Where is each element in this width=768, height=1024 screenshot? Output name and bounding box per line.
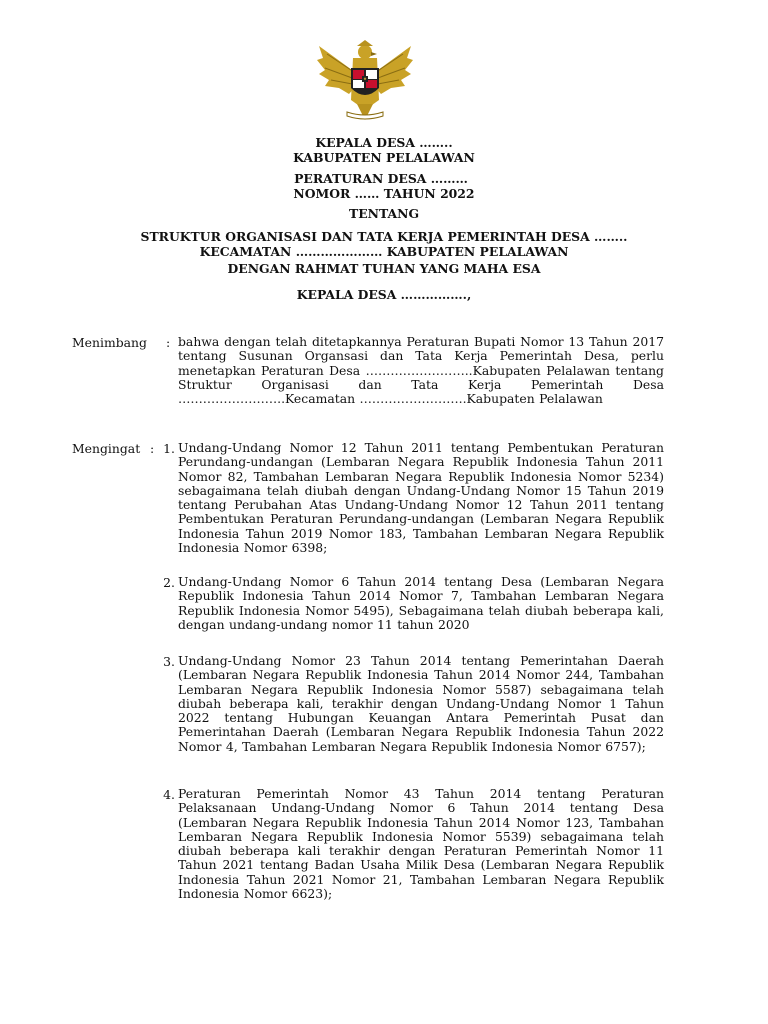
menimbang-colon: : [166,335,171,350]
list-item: Undang-Undang Nomor 12 Tahun 2011 tentang Pembentukan Peraturan Perundang-undangan (Lembaran Negara Republik Indonesia Tahun 2011 Nomor 82, Tambahan Lembaran Negara Republik Indonesia Nomor 5234) sebagaimana telah diubah dengan Undang-Undang Nomor 15 Tahun 2019 tentang Perubahan Atas Undang-Undang Nomor 12 Tahun 2011 tentang Pembentukan Peraturan Perundang-undangan (Lembaran Negara Republik Indonesia Tahun 2019 Nomor 183, Tambahan Lembaran Negara Republik Indonesia Nomor 6398; [178,440,664,556]
regulation-number: NOMOR …… TAHUN 2022 [293,186,475,201]
item-number: 3. [163,654,175,669]
list-item: Peraturan Pemerintah Nomor 43 Tahun 2014 tentang Peraturan Pelaksanaan Undang-Undang Nomor 6 Tahun 2014 tentang Desa (Lembaran Negara Republik Indonesia Tahun 2014 Nomor 123, Tambahan Lembaran Negara Republik Indonesia Nomor 5539) sebagaimana telah diubah beberapa kali terakhir dengan Peraturan Pemerintah Nomor 11 Tahun 2021 tentang Badan Usaha Milik Desa (Lembaran Negara Republik Indonesia Tahun 2021 Nomor 21, Tambahan Lembaran Negara Republik Indonesia Nomor 6623); [178,786,664,902]
item-number: 2. [163,575,175,590]
header-regency: KABUPATEN PELALAWAN [293,150,475,165]
garuda-emblem-icon [313,38,417,126]
header-title: KEPALA DESA …….. [315,135,453,150]
regulation-title: PERATURAN DESA ……… [294,171,468,186]
subject-line-1: STRUKTUR ORGANISASI DAN TATA KERJA PEMERINTAH DESA …….. [140,229,628,244]
list-item: Undang-Undang Nomor 23 Tahun 2014 tentang Pemerintahan Daerah (Lembaran Negara Republik Indonesia Tahun 2014 Nomor 244, Tambahan Lembaran Negara Republik Indonesia Nomor 5587) sebagaimana telah diubah beberapa kali, terakhir dengan Undang-Undang Nomor 1 Tahun 2022 tentang Hubungan Keuangan Antara Pemerintah Pusat dan Pemerintahan Daerah (Lembaran Negara Republik Indonesia Tahun 2022 Nomor 4, Tambahan Lembaran Negara Republik Indonesia Nomor 6757); [178,653,664,754]
mengingat-label: Mengingat [72,441,141,456]
menimbang-text: bahwa dengan telah ditetapkannya Peraturan Bupati Nomor 13 Tahun 2017 tentang Susunan Organsasi dan Tata Kerja Pemerintah Desa, perlu menetapkan Peraturan Desa ……………………..Kabupaten Pelalawan tentang Struktur Organisasi dan Tata Kerja Pemerintah Desa ……………………..Kecamatan ……………………..Kabupaten Pelalawan [178,334,664,407]
mengingat-colon: : [150,441,155,456]
blessing: DENGAN RAHMAT TUHAN YANG MAHA ESA [227,261,541,276]
regulation-block [0,171,768,201]
list-item: Undang-Undang Nomor 6 Tahun 2014 tentang Desa (Lembaran Negara Republik Indonesia Tahun 2014 Nomor 7, Tambahan Lembaran Negara Republik Indonesia Nomor 5495), Sebagaimana telah diubah beberapa kali, dengan undang-undang nomor 11 tahun 2020 [178,574,664,632]
tentang-heading: TENTANG [348,206,420,221]
item-number: 4. [163,787,175,802]
subject-line-2: KECAMATAN ………………… KABUPATEN PELALAWAN [199,244,569,259]
header-block [0,135,768,165]
item-number: 1. [163,441,175,456]
menimbang-label: Menimbang [72,335,147,350]
signatory-title: KEPALA DESA ……………., [296,287,472,302]
subject-block [0,229,768,259]
